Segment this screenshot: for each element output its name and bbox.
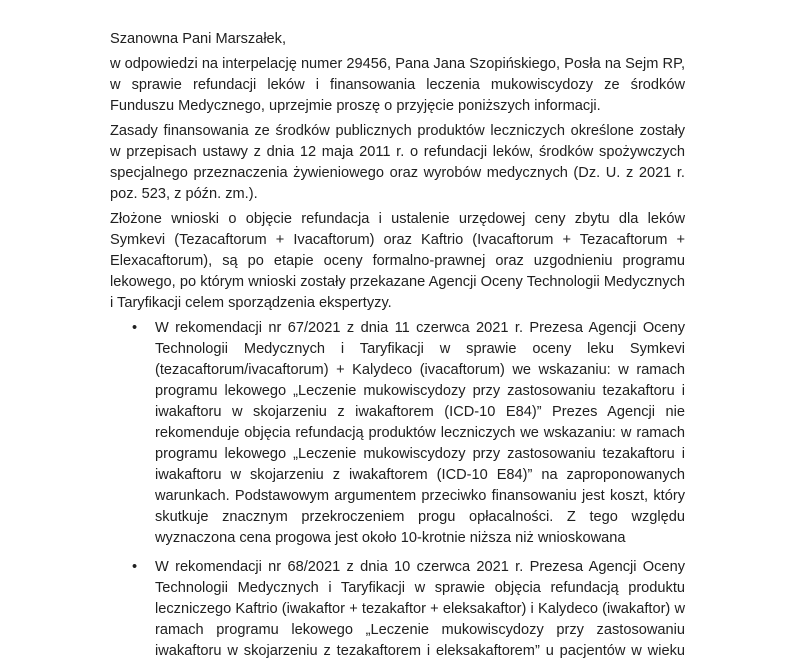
paragraph-funding-rules: Zasady finansowania ze środków publicznych produktów leczniczych określone zostały w przepisach ustawy z dnia 12 maja 2011 r. o refundacji leków, środków spożywczych specjalnego przeznaczenia żywieniowego oraz wyrobów medycznych (Dz. U. z 2021 r. poz. 523, z późn. zm.). [110, 123, 685, 202]
salutation: Szanowna Pani Marszałek, [110, 31, 287, 47]
bullet-icon: • [132, 559, 138, 575]
list-item-text: W rekomendacji nr 67/2021 z dnia 11 czerwca 2021 r. Prezesa Agencji Oceny Technologii Medycznych i Taryfikacji w sprawie oceny leku Symkevi (tezacaftorum/ivacaftorum) + Kalydeco (ivacaftorum) we wskazaniu: w ramach programu lekowego „Leczenie mukowiscydozy przy zastosowaniu tezakaftoru i iwakaftoru w skojarzeniu z iwakaftorem (ICD-10 E84)” Prezes Agencji nie rekomenduje objęcia refundacją produktów leczniczych we wskazaniu: w ramach programu lekowego „Leczenie mukowiscydozy przy zastosowaniu tezakaftoru i iwakaftoru w skojarzeniu z iwakaftorem (ICD-10 E84)” na zaproponowanych warunkach. Podstawowym argumentem przeciwko finansowaniu jest koszt, który skutkuje znacznym przekroczeniem progu opłacalności. Z tego względu wyznaczona cena progowa jest około 10-krotnie niższa niż wnioskowana [155, 320, 685, 546]
list-item-text: W rekomendacji nr 68/2021 z dnia 10 czerwca 2021 r. Prezesa Agencji Oceny Technologii Medycznych i Taryfikacji w sprawie objęcia refundacją produktu leczniczego Kaftrio (iwakaftor + tezakaftor + eleksakaftor) i Kalydeco (iwakaftor) w ramach programu lekowego „Leczenie mukowiscydozy przy zastosowaniu iwakaftoru w skojarzeniu z tezakaftorem i eleksakaftorem” u pacjentów w wieku [155, 559, 685, 659]
recommendations-list [110, 318, 685, 662]
bullet-icon: • [132, 320, 138, 336]
list-item-recommendation-68 [110, 557, 685, 662]
letter-body [110, 29, 685, 662]
paragraph-intro: w odpowiedzi na interpelację numer 29456, Pana Jana Szopińskiego, Posła na Sejm RP, w sprawie refundacji leków i finansowania leczenia mukowiscydozy ze środków Funduszu Medycznego, uprzejmie proszę o przyjęcie poniższych informacji. [110, 56, 685, 114]
paragraph-applications: Złożone wnioski o objęcie refundacja i ustalenie urzędowej ceny zbytu dla leków Symkevi (Tezacaftorum + Ivacaftorum) oraz Kaftrio (Ivacaftorum + Tezacaftorum + Elexacaftorum), są po etapie oceny formalno-prawnej oraz uzgodnieniu programu lekowego, po którym wnioski zostały przekazane Agencji Oceny Technologii Medycznych i Taryfikacji celem sporządzenia ekspertyzy. [110, 211, 685, 311]
list-item-recommendation-67 [110, 318, 685, 549]
